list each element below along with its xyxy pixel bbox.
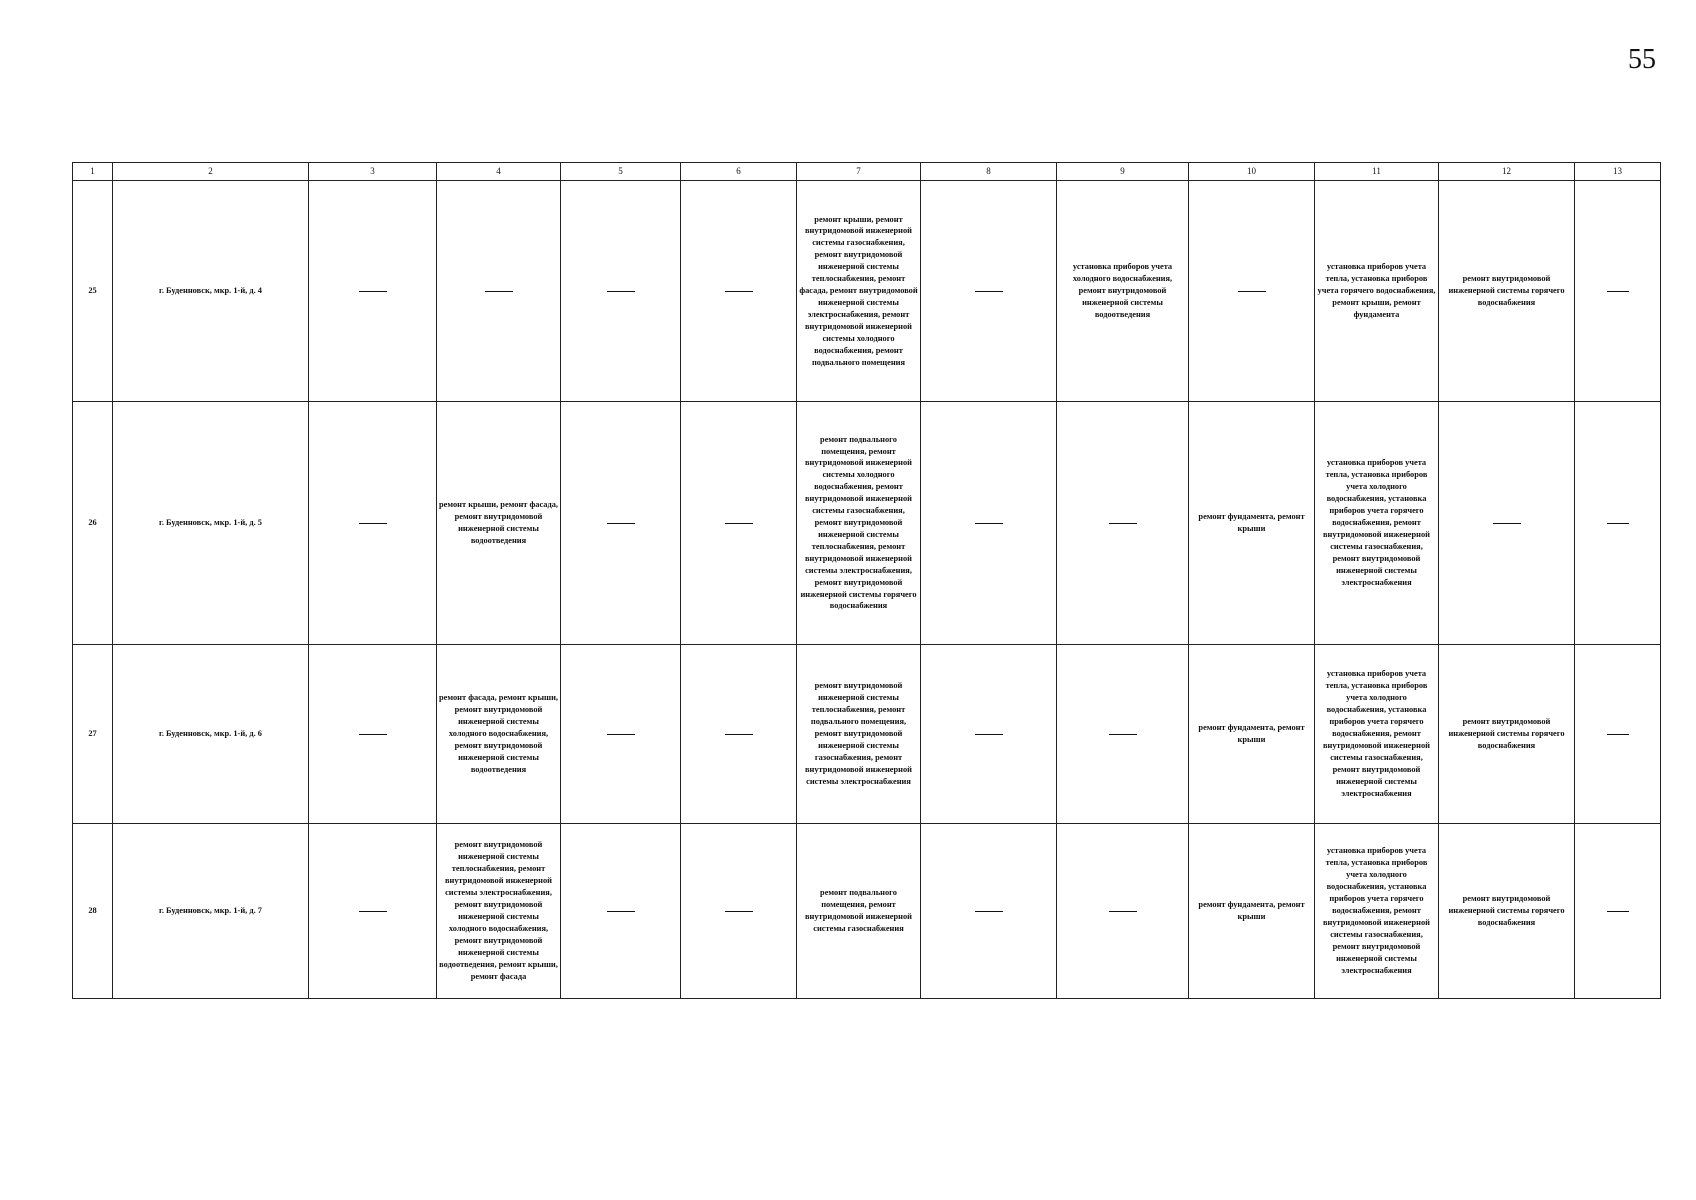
dash-mark xyxy=(1109,523,1137,524)
dash-mark xyxy=(1607,291,1629,292)
address-cell: г. Буденновск, мкр. 1-й, д. 4 xyxy=(113,181,309,402)
cell-col10: ремонт фундамента, ремонт крыши xyxy=(1189,645,1315,824)
row-number: 26 xyxy=(73,402,113,645)
dash-mark xyxy=(1607,734,1629,735)
cell-col8 xyxy=(921,402,1057,645)
cell-col3 xyxy=(309,402,437,645)
dash-mark xyxy=(725,291,753,292)
column-header: 4 xyxy=(437,163,561,181)
cell-col4 xyxy=(437,181,561,402)
column-header: 13 xyxy=(1575,163,1661,181)
cell-col4: ремонт крыши, ремонт фасада, ремонт внутридомовой инженерной системы водоотведения xyxy=(437,402,561,645)
repair-schedule-table xyxy=(72,162,1661,999)
cell-col10: ремонт фундамента, ремонт крыши xyxy=(1189,402,1315,645)
column-header: 1 xyxy=(73,163,113,181)
dash-mark xyxy=(1109,911,1137,912)
cell-col4: ремонт внутридомовой инженерной системы теплоснабжения, ремонт внутридомовой инженерной системы электроснабжения, ремонт внутридомовой инженерной системы холодного водоснабжения, ремонт внутридомовой инженерной системы водоотведения, ремонт крыши, ремонт фасада xyxy=(437,824,561,999)
table-row xyxy=(73,824,1661,999)
cell-col5 xyxy=(561,824,681,999)
cell-col5 xyxy=(561,181,681,402)
cell-col6 xyxy=(681,402,797,645)
dash-mark xyxy=(359,734,387,735)
column-header: 11 xyxy=(1315,163,1439,181)
cell-col10: ремонт фундамента, ремонт крыши xyxy=(1189,824,1315,999)
cell-col11: установка приборов учета тепла, установка приборов учета горячего водоснабжения, ремонт крыши, ремонт фундамента xyxy=(1315,181,1439,402)
dash-mark xyxy=(359,911,387,912)
cell-col12: ремонт внутридомовой инженерной системы горячего водоснабжения xyxy=(1439,181,1575,402)
dash-mark xyxy=(975,911,1003,912)
column-number-row xyxy=(73,163,1661,181)
dash-mark xyxy=(359,523,387,524)
dash-mark xyxy=(975,523,1003,524)
cell-col11: установка приборов учета тепла, установка приборов учета холодного водоснабжения, установка приборов учета горячего водоснабжения, ремонт внутридомовой инженерной системы газоснабжения, ремонт внутридомовой инженерной системы электроснабжения xyxy=(1315,824,1439,999)
column-header: 2 xyxy=(113,163,309,181)
column-header: 3 xyxy=(309,163,437,181)
address-cell: г. Буденновск, мкр. 1-й, д. 7 xyxy=(113,824,309,999)
row-number: 27 xyxy=(73,645,113,824)
cell-col12 xyxy=(1439,402,1575,645)
dash-mark xyxy=(975,291,1003,292)
cell-col9 xyxy=(1057,824,1189,999)
cell-col13 xyxy=(1575,645,1661,824)
dash-mark xyxy=(1607,911,1629,912)
cell-col3 xyxy=(309,824,437,999)
column-header: 7 xyxy=(797,163,921,181)
page-number: 55 xyxy=(1628,44,1656,75)
cell-col9: установка приборов учета холодного водоснабжения, ремонт внутридомовой инженерной системы водоотведения xyxy=(1057,181,1189,402)
dash-mark xyxy=(607,291,635,292)
cell-col9 xyxy=(1057,645,1189,824)
dash-mark xyxy=(1109,734,1137,735)
dash-mark xyxy=(725,734,753,735)
column-header: 9 xyxy=(1057,163,1189,181)
table-row xyxy=(73,402,1661,645)
dash-mark xyxy=(1493,523,1521,524)
address-cell: г. Буденновск, мкр. 1-й, д. 6 xyxy=(113,645,309,824)
column-header: 6 xyxy=(681,163,797,181)
table-row xyxy=(73,181,1661,402)
dash-mark xyxy=(485,291,513,292)
dash-mark xyxy=(607,911,635,912)
row-number: 25 xyxy=(73,181,113,402)
column-header: 10 xyxy=(1189,163,1315,181)
cell-col6 xyxy=(681,181,797,402)
dash-mark xyxy=(725,523,753,524)
dash-mark xyxy=(607,523,635,524)
dash-mark xyxy=(359,291,387,292)
cell-col7: ремонт подвального помещения, ремонт внутридомовой инженерной системы газоснабжения xyxy=(797,824,921,999)
cell-col11: установка приборов учета тепла, установка приборов учета холодного водоснабжения, установка приборов учета горячего водоснабжения, ремонт внутридомовой инженерной системы газоснабжения, ремонт внутридомовой инженерной системы электроснабжения xyxy=(1315,645,1439,824)
dash-mark xyxy=(975,734,1003,735)
cell-col3 xyxy=(309,181,437,402)
cell-col8 xyxy=(921,181,1057,402)
cell-col13 xyxy=(1575,181,1661,402)
dash-mark xyxy=(1607,523,1629,524)
cell-col8 xyxy=(921,824,1057,999)
row-number: 28 xyxy=(73,824,113,999)
cell-col12: ремонт внутридомовой инженерной системы горячего водоснабжения xyxy=(1439,824,1575,999)
column-header: 8 xyxy=(921,163,1057,181)
column-header: 12 xyxy=(1439,163,1575,181)
cell-col7: ремонт внутридомовой инженерной системы теплоснабжения, ремонт подвального помещения, ремонт внутридомовой инженерной системы газоснабжения, ремонт внутридомовой инженерной системы электроснабжения xyxy=(797,645,921,824)
cell-col12: ремонт внутридомовой инженерной системы горячего водоснабжения xyxy=(1439,645,1575,824)
dash-mark xyxy=(725,911,753,912)
address-cell: г. Буденновск, мкр. 1-й, д. 5 xyxy=(113,402,309,645)
cell-col5 xyxy=(561,402,681,645)
cell-col4: ремонт фасада, ремонт крыши, ремонт внутридомовой инженерной системы холодного водоснабжения, ремонт внутридомовой инженерной системы водоотведения xyxy=(437,645,561,824)
cell-col7: ремонт подвального помещения, ремонт внутридомовой инженерной системы холодного водоснабжения, ремонт внутридомовой инженерной системы газоснабжения, ремонт внутридомовой инженерной системы теплоснабжения, ремонт внутридомовой инженерной системы электроснабжения, ремонт внутридомовой инженерной системы горячего водоснабжения xyxy=(797,402,921,645)
cell-col8 xyxy=(921,645,1057,824)
cell-col11: установка приборов учета тепла, установка приборов учета холодного водоснабжения, установка приборов учета горячего водоснабжения, ремонт внутридомовой инженерной системы газоснабжения, ремонт внутридомовой инженерной системы электроснабжения xyxy=(1315,402,1439,645)
cell-col13 xyxy=(1575,824,1661,999)
cell-col6 xyxy=(681,824,797,999)
cell-col13 xyxy=(1575,402,1661,645)
cell-col10 xyxy=(1189,181,1315,402)
table-row xyxy=(73,645,1661,824)
dash-mark xyxy=(607,734,635,735)
cell-col5 xyxy=(561,645,681,824)
cell-col6 xyxy=(681,645,797,824)
column-header: 5 xyxy=(561,163,681,181)
cell-col3 xyxy=(309,645,437,824)
cell-col7: ремонт крыши, ремонт внутридомовой инженерной системы газоснабжения, ремонт внутридомовой инженерной системы теплоснабжения, ремонт фасада, ремонт внутридомовой инженерной системы электроснабжения, ремонт внутридомовой инженерной системы холодного водоснабжения, ремонт подвального помещения xyxy=(797,181,921,402)
dash-mark xyxy=(1238,291,1266,292)
cell-col9 xyxy=(1057,402,1189,645)
